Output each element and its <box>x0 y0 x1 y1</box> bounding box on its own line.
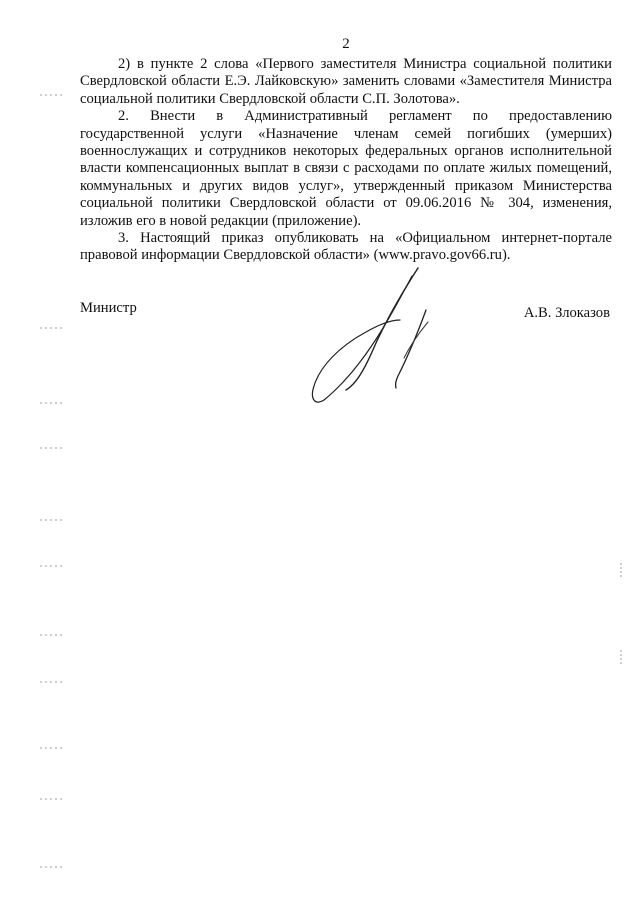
scan-artifact <box>40 447 62 449</box>
scan-artifact <box>40 519 62 521</box>
scan-artifact <box>620 563 622 579</box>
paragraph-publication: 3. Настоящий приказ опубликовать на «Официальном интернет-портале правовой информации Свердловской области» (www.pravo.gov66.ru). <box>80 230 612 264</box>
document-body <box>80 56 612 265</box>
scan-artifact <box>40 747 62 749</box>
signatory-title: Министр <box>80 300 137 316</box>
scan-artifact <box>40 402 62 404</box>
handwritten-signature <box>300 262 450 412</box>
paragraph-amendment-item-2: 2) в пункте 2 слова «Первого заместителя Министра социальной политики Свердловской области Е.Э. Лайковскую» заменить словами «Заместителя Министра социальной политики Свердловской области С.П. Золотова». <box>80 56 612 107</box>
signatory-name: А.В. Злоказов <box>523 305 610 321</box>
scan-artifact <box>40 565 62 567</box>
scan-artifact <box>40 866 62 868</box>
scan-artifact <box>40 681 62 683</box>
scan-artifact <box>620 650 622 666</box>
page-number: 2 <box>342 36 350 52</box>
paragraph-regulation-changes: 2. Внести в Административный регламент по предоставлению государственной услуги «Назначение членам семей погибших (умерших) военнослужащих и сотрудников некоторых федеральных органов исполнительной власти компенсационных выплат в связи с расходами по оплате жилых помещений, коммунальных и других видов услуг», утвержденный приказом Министерства социальной политики Свердловской области от 09.06.2016 № 304, изменения, изложив его в новой редакции (приложение). <box>80 108 612 229</box>
scan-artifact <box>40 327 62 329</box>
scan-artifact <box>40 798 62 800</box>
scan-artifact <box>40 634 62 636</box>
scan-artifact <box>40 94 62 96</box>
